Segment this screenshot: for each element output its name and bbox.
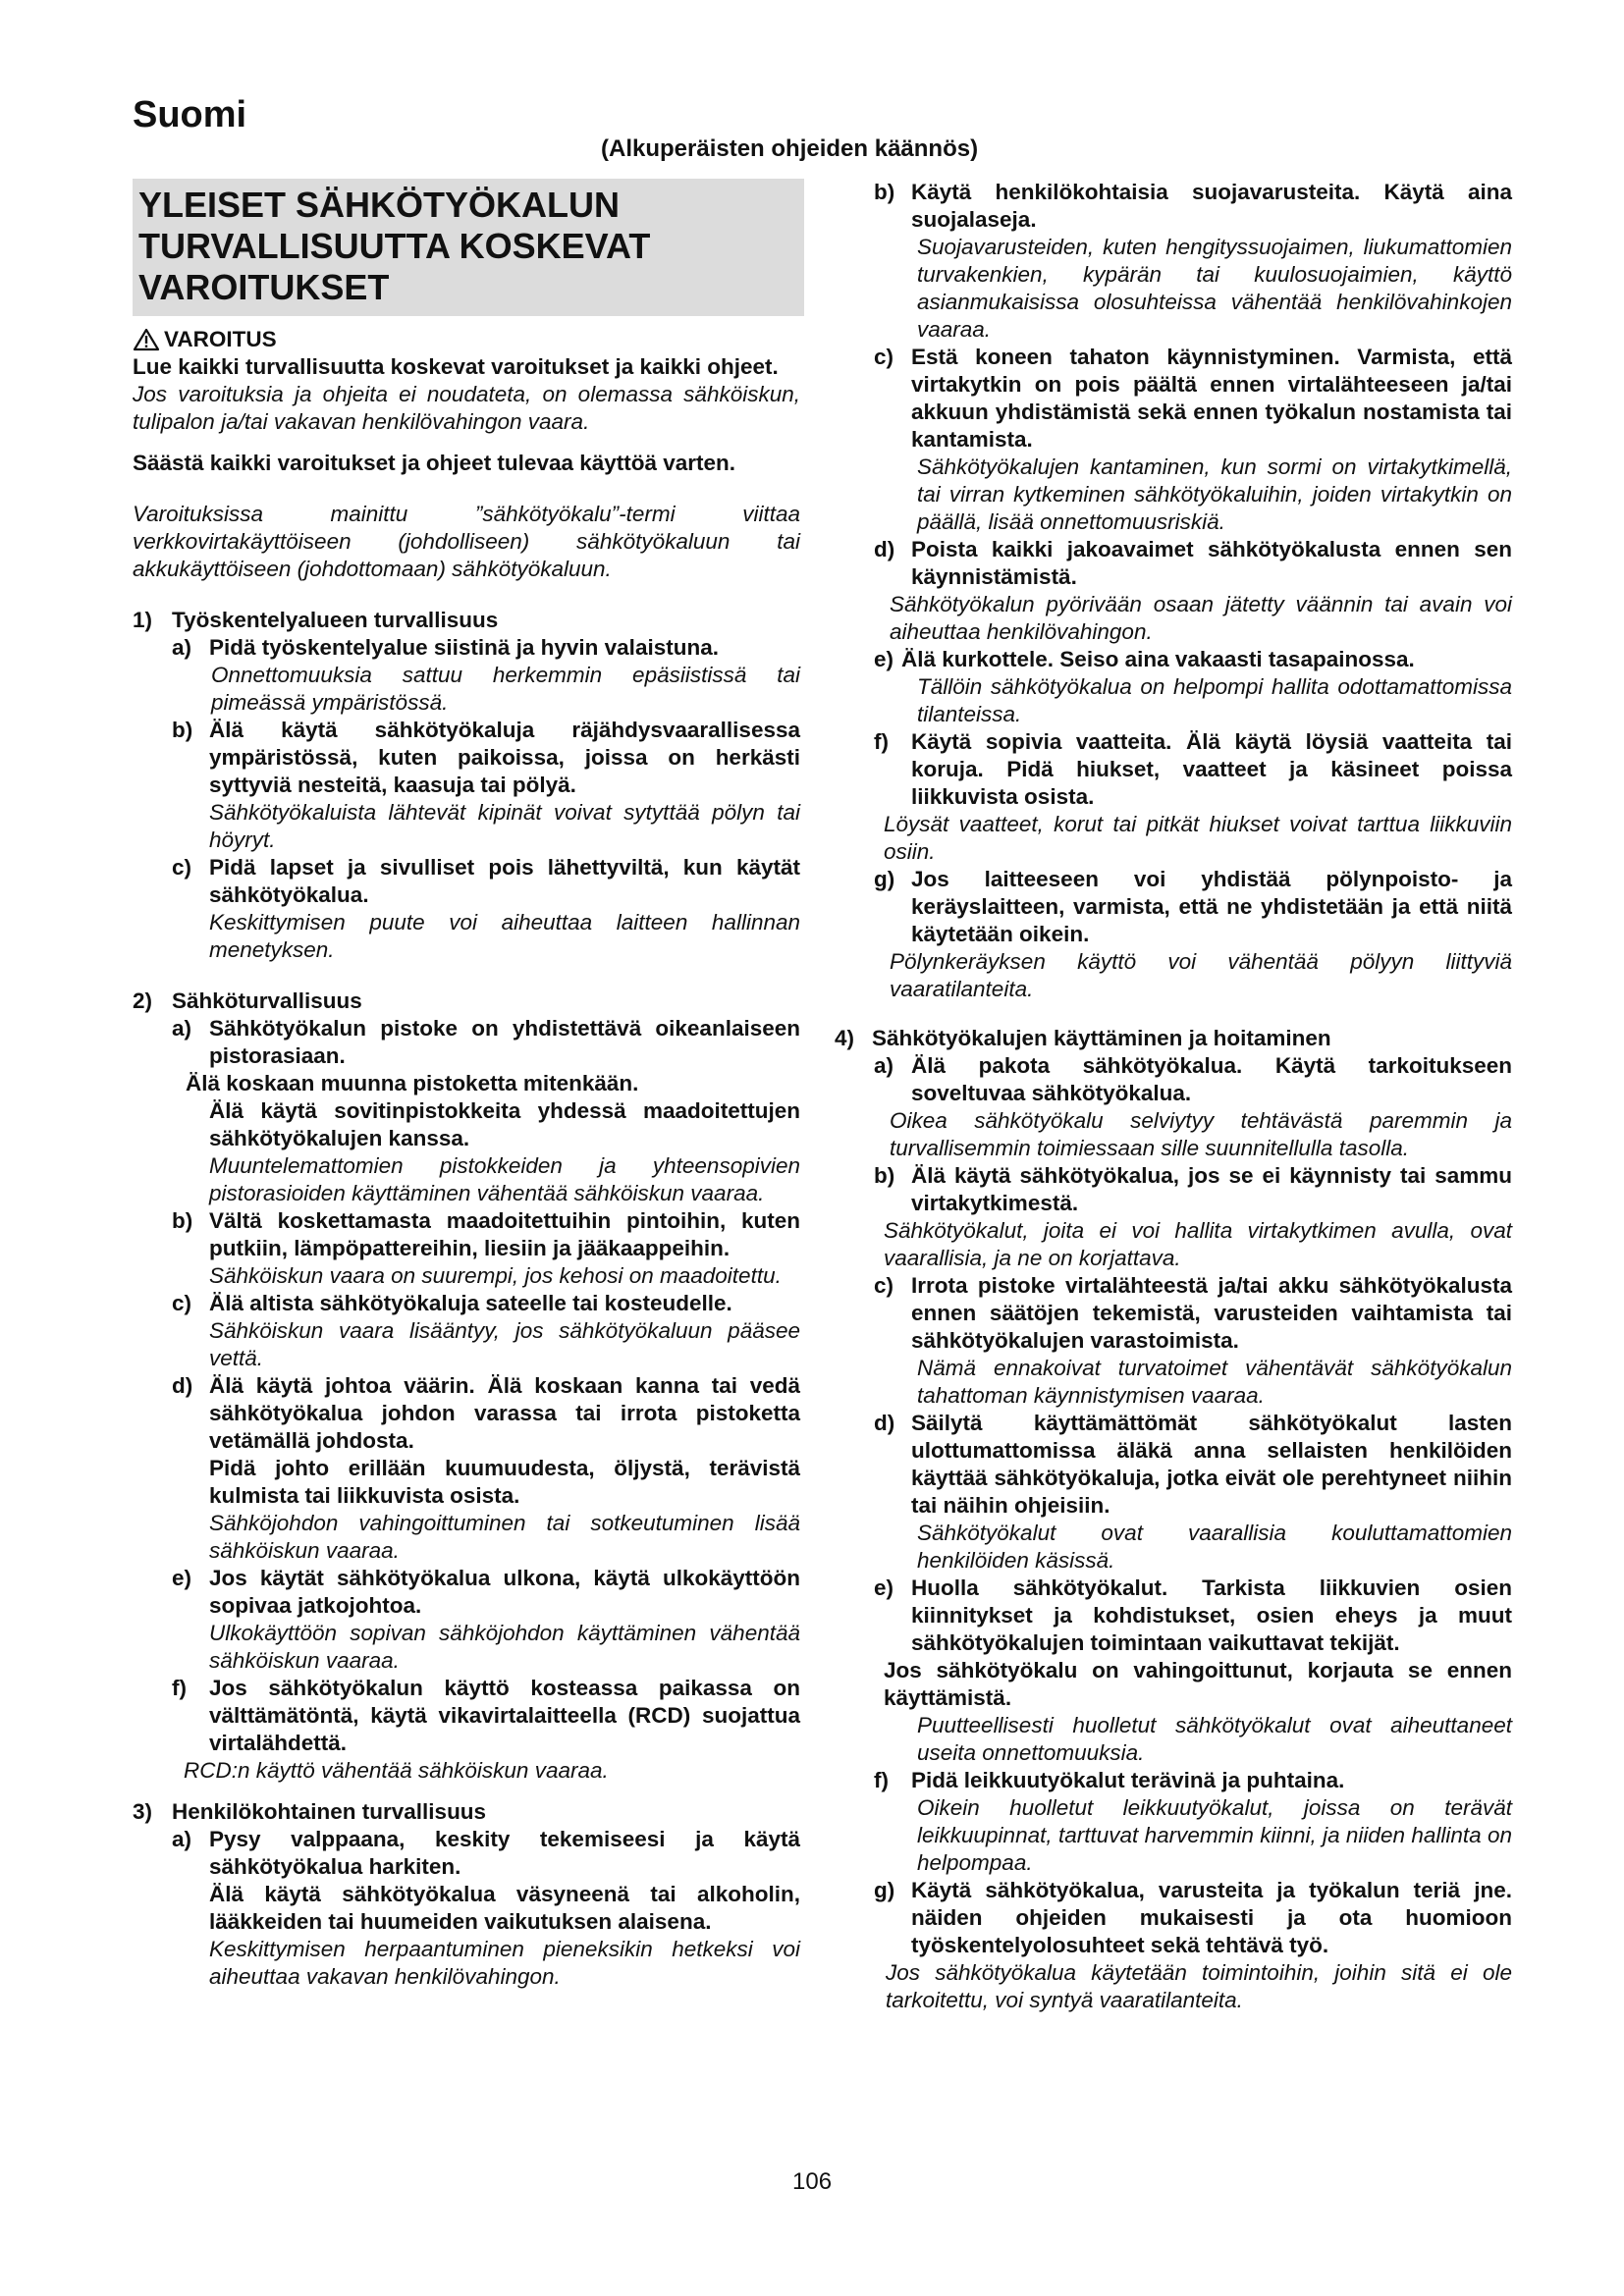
item-text: Käytä sähkötyökalua, varusteita ja työkalun teriä jne. näiden ohjeiden mukaisesti ja ota huomioon työskentelyolosuhteet sekä tehtävä työ. xyxy=(911,1878,1512,1957)
item-note: Sähkötyökalut, joita ei voi hallita virtakytkimen avulla, ovat vaarallisia, ja ne on korjattava. xyxy=(884,1218,1512,1270)
item-label: d) xyxy=(874,1411,895,1435)
list-item xyxy=(874,728,1512,811)
item-note: Oikein huolletut leikkuutyökalut, joissa on terävät leikkuupinnat, tarttuvat harvemmin kiinni, ja niiden hallinta on helpompaa. xyxy=(917,1795,1512,1875)
item-text: Pysy valppaana, keskity tekemiseesi ja käytä sähkötyökalua harkiten. xyxy=(209,1827,800,1879)
item-text: Pidä lapset ja sivulliset pois lähettyviltä, kun käytät sähkötyökalua. xyxy=(209,855,800,907)
item-note: Jos sähkötyökalua käytetään toimintoihin, joihin sitä ei ole tarkoitettu, voi syntyä vaaratilanteita. xyxy=(886,1960,1512,2012)
item-note: RCD:n käyttö vähentää sähköiskun vaaraa. xyxy=(184,1758,609,1783)
item-text: Huolla sähkötyökalut. Tarkista liikkuvien osien kiinnitykset ja kohdistukset, osien eheys ja muut sähkötyökalujen toimintaan vaikuttavat tekijät. xyxy=(911,1575,1512,1655)
item-note: Nämä ennakoivat turvatoimet vähentävät sähkötyökalun tahattoman käynnistymisen vaaraa. xyxy=(917,1356,1512,1408)
intro-italic: Jos varoituksia ja ohjeita ei noudateta, on olemassa sähköiskun, tulipalon ja/tai vakavan henkilövahingon vaara. xyxy=(133,382,800,434)
section-number: 2) xyxy=(133,988,153,1013)
item-label: a) xyxy=(172,1827,192,1851)
item-text: Jos käytät sähkötyökalua ulkona, käytä ulkokäyttöön sopivaa jatkojohtoa. xyxy=(209,1566,800,1618)
item-label: f) xyxy=(874,729,889,754)
item-text: Säilytä käyttämättömät sähkötyökalut lasten ulottumattomissa äläkä anna sellaisten henkilöiden käyttää sähkötyökaluja, jotka eivät ole perehtyneet niihin tai näihin ohjeisiin. xyxy=(911,1411,1512,1518)
language-heading: Suomi xyxy=(133,94,247,135)
item-note: Sähkötyökalut ovat vaarallisia kouluttamattomien henkilöiden käsissä. xyxy=(917,1521,1512,1573)
item-note: Sähkötyökalun pyörivään osaan jätetty väännin tai avain voi aiheuttaa henkilövahingon. xyxy=(890,592,1512,644)
item-label: g) xyxy=(874,867,895,891)
item-text: Käytä henkilökohtaisia suojavarusteita. Käytä aina suojalaseja. xyxy=(911,180,1512,232)
list-item xyxy=(172,854,800,909)
list-item xyxy=(874,1410,1512,1520)
item-text: Pidä työskentelyalue siistinä ja hyvin valaistuna. xyxy=(209,635,719,660)
section-title-text: Työskentelyalueen turvallisuus xyxy=(172,608,499,632)
item-note: Sähköiskun vaara on suurempi, jos kehosi on maadoitettu. xyxy=(209,1263,782,1288)
list-item xyxy=(172,634,800,662)
item-label: f) xyxy=(874,1768,889,1792)
item-text-continued: Älä käytä sähkötyökalua väsyneenä tai alkoholin, lääkkeiden tai huumeiden vaikutuksen alaisena. xyxy=(209,1882,800,1934)
item-label: c) xyxy=(172,1291,192,1315)
item-text-continued: Jos sähkötyökalu on vahingoittunut, korjauta se ennen käyttämistä. xyxy=(884,1658,1512,1710)
item-note: Sähköiskun vaara lisääntyy, jos sähkötyökaluun pääsee vettä. xyxy=(209,1318,800,1370)
section-2-heading xyxy=(133,988,800,1015)
item-note: Sähkötyökalujen kantaminen, kun sormi on virtakytkimellä, tai virran kytkeminen sähkötyökaluihin, joiden virtakytkin on päällä, lisää onnettomuusriskiä. xyxy=(917,454,1512,534)
item-text: Älä kurkottele. Seiso aina vakaasti tasapainossa. xyxy=(901,647,1415,671)
section-1-heading xyxy=(133,607,800,634)
list-item xyxy=(874,536,1512,591)
list-item xyxy=(172,1372,800,1455)
warning-label: VAROITUS xyxy=(164,327,277,351)
item-text: Käytä sopivia vaatteita. Älä käytä löysiä vaatteita tai koruja. Pidä hiukset, vaatteet ja käsineet poissa liikkuvista osista. xyxy=(911,729,1512,809)
item-note: Sähköjohdon vahingoittuminen tai sotkeutuminen lisää sähköiskun vaaraa. xyxy=(209,1511,800,1563)
list-item xyxy=(874,646,1512,673)
item-label: b) xyxy=(172,1208,193,1233)
item-label: e) xyxy=(874,1575,894,1600)
item-label: b) xyxy=(874,1163,895,1188)
item-label: e) xyxy=(874,647,894,671)
list-item xyxy=(874,1162,1512,1217)
list-item xyxy=(172,1290,800,1317)
section-title: YLEISET SÄHKÖTYÖKALUN TURVALLISUUTTA KOSKEVAT VAROITUKSET xyxy=(133,179,804,316)
translation-note: (Alkuperäisten ohjeiden käännös) xyxy=(601,135,979,162)
section-number: 4) xyxy=(835,1026,855,1050)
item-label: e) xyxy=(172,1566,192,1590)
right-column xyxy=(835,179,1512,2014)
item-note: Muuntelemattomien pistokkeiden ja yhteensopivien pistorasioiden käyttäminen vähentää sähköiskun vaaraa. xyxy=(209,1153,800,1205)
item-label: a) xyxy=(172,1016,192,1041)
warning-triangle-icon xyxy=(133,328,160,351)
item-text: Vältä koskettamasta maadoitettuihin pintoihin, kuten putkiin, lämpöpattereihin, liesiin ja jääkaappeihin. xyxy=(209,1208,800,1260)
item-text: Jos sähkötyökalun käyttö kosteassa paikassa on välttämätöntä, käytä vikavirtalaitteella (RCD) suojattua virtalähdettä. xyxy=(209,1676,800,1755)
item-label: b) xyxy=(172,718,193,742)
list-item xyxy=(172,1675,800,1757)
item-note: Sähkötyökaluista lähtevät kipinät voivat sytyttää pölyn tai höyryt. xyxy=(209,800,800,852)
item-label: c) xyxy=(874,345,894,369)
item-label: d) xyxy=(172,1373,193,1398)
item-text: Älä käytä sähkötyökalua, jos se ei käynnisty tai sammu virtakytkimestä. xyxy=(911,1163,1512,1215)
save-instructions: Säästä kaikki varoitukset ja ohjeet tulevaa käyttöä varten. xyxy=(133,451,736,475)
item-note: Ulkokäyttöön sopivan sähköjohdon käyttäminen vähentää sähköiskun vaaraa. xyxy=(209,1621,800,1673)
list-item xyxy=(172,1015,800,1070)
left-column xyxy=(133,179,800,1991)
item-label: a) xyxy=(874,1053,894,1078)
item-text: Irrota pistoke virtalähteestä ja/tai akku sähkötyökalusta ennen säätöjen tekemistä, varusteiden vaihtamista tai sähkötyökalujen varastoimista. xyxy=(911,1273,1512,1353)
list-item xyxy=(874,866,1512,948)
item-label: b) xyxy=(874,180,895,204)
item-label: c) xyxy=(172,855,192,880)
item-label: a) xyxy=(172,635,192,660)
section-title-text: Sähköturvallisuus xyxy=(172,988,362,1013)
item-note: Keskittymisen puute voi aiheuttaa laitteen hallinnan menetyksen. xyxy=(209,910,800,962)
item-note: Onnettomuuksia sattuu herkemmin epäsiistissä tai pimeässä ympäristössä. xyxy=(211,663,800,715)
list-item xyxy=(874,1575,1512,1657)
list-item xyxy=(874,1767,1512,1794)
item-note: Oikea sähkötyökalu selviytyy tehtävästä paremmin ja turvallisemmin toimiessaan sille suunnitellulla tasolla. xyxy=(890,1108,1512,1160)
item-label: c) xyxy=(874,1273,894,1298)
section-number: 3) xyxy=(133,1799,153,1824)
item-note: Pölynkeräyksen käyttö voi vähentää pölyyn liittyviä vaaratilanteita. xyxy=(890,949,1512,1001)
item-label: d) xyxy=(874,537,895,561)
item-text: Pidä leikkuutyökalut terävinä ja puhtaina. xyxy=(911,1768,1345,1792)
item-text-continued: Älä käytä sovitinpistokkeita yhdessä maadoitettujen sähkötyökalujen kanssa. xyxy=(209,1098,800,1150)
item-note: Suojavarusteiden, kuten hengityssuojaimen, liukumattomien turvakenkien, kypärän tai kuulosuojaimien, käyttö asianmukaisissa olosuhteissa vähentää henkilövahinkojen vaaraa. xyxy=(917,235,1512,342)
item-text: Älä altista sähkötyökaluja sateelle tai kosteudelle. xyxy=(209,1291,732,1315)
section-4-heading xyxy=(835,1025,1512,1052)
list-item xyxy=(172,1826,800,1881)
list-item xyxy=(874,1272,1512,1355)
list-item xyxy=(874,344,1512,454)
item-text: Älä käytä johtoa väärin. Älä koskaan kanna tai vedä sähkötyökalua johdon varassa tai irrota pistoketta vetämällä johdosta. xyxy=(209,1373,800,1453)
section-title-text: Henkilökohtainen turvallisuus xyxy=(172,1799,487,1824)
item-text-continued: Pidä johto erillään kuumuudesta, öljystä, terävistä kulmista tai liikkuvista osista. xyxy=(209,1456,800,1508)
item-label: g) xyxy=(874,1878,895,1902)
item-text: Älä käytä sähkötyökaluja räjähdysvaarallisessa ympäristössä, kuten paikoissa, joissa on herkästi syttyviä nesteitä, kaasuja tai pölyä. xyxy=(209,718,800,797)
list-item xyxy=(172,1207,800,1262)
item-label: f) xyxy=(172,1676,187,1700)
item-text-continued: Älä koskaan muunna pistoketta mitenkään. xyxy=(186,1071,639,1095)
item-note: Puutteellisesti huolletut sähkötyökalut ovat aiheuttaneet useita onnettomuuksia. xyxy=(917,1713,1512,1765)
section-3-heading xyxy=(133,1798,800,1826)
item-text: Poista kaikki jakoavaimet sähkötyökalusta ennen sen käynnistämistä. xyxy=(911,537,1512,589)
item-text: Sähkötyökalun pistoke on yhdistettävä oikeanlaiseen pistorasiaan. xyxy=(209,1016,800,1068)
list-item xyxy=(874,1052,1512,1107)
definition-text: Varoituksissa mainittu ”sähkötyökalu”-termi viittaa verkkovirtakäyttöiseen (johdolliseen) sähkötyökaluun tai akkukäyttöiseen (johdottomaan) sähkötyökaluun. xyxy=(133,502,800,581)
list-item xyxy=(172,717,800,799)
item-note: Keskittymisen herpaantuminen pieneksikin hetkeksi voi aiheuttaa vakavan henkilövahingon. xyxy=(209,1937,800,1989)
page-number: 106 xyxy=(792,2168,833,2195)
item-note: Tällöin sähkötyökalua on helpompi hallita odottamattomissa tilanteissa. xyxy=(917,674,1512,726)
warning-heading xyxy=(133,326,800,353)
list-item xyxy=(172,1565,800,1620)
intro-bold: Lue kaikki turvallisuutta koskevat varoitukset ja kaikki ohjeet. xyxy=(133,354,779,379)
list-item xyxy=(874,1877,1512,1959)
item-text: Älä pakota sähkötyökalua. Käytä tarkoitukseen soveltuvaa sähkötyökalua. xyxy=(911,1053,1512,1105)
item-text: Jos laitteeseen voi yhdistää pölynpoisto- ja keräyslaitteen, varmista, että ne yhdistetään ja että niitä käytetään oikein. xyxy=(911,867,1512,946)
item-text: Estä koneen tahaton käynnistyminen. Varmista, että virtakytkin on pois päältä ennen virtalähteeseen ja/tai akkuun yhdistämistä sekä ennen työkalun nostamista tai kantamista. xyxy=(911,345,1512,452)
list-item xyxy=(874,179,1512,234)
section-title-text: Sähkötyökalujen käyttäminen ja hoitaminen xyxy=(872,1026,1331,1050)
item-note: Löysät vaatteet, korut tai pitkät hiukset voivat tarttua liikkuviin osiin. xyxy=(884,812,1512,864)
section-number: 1) xyxy=(133,608,153,632)
